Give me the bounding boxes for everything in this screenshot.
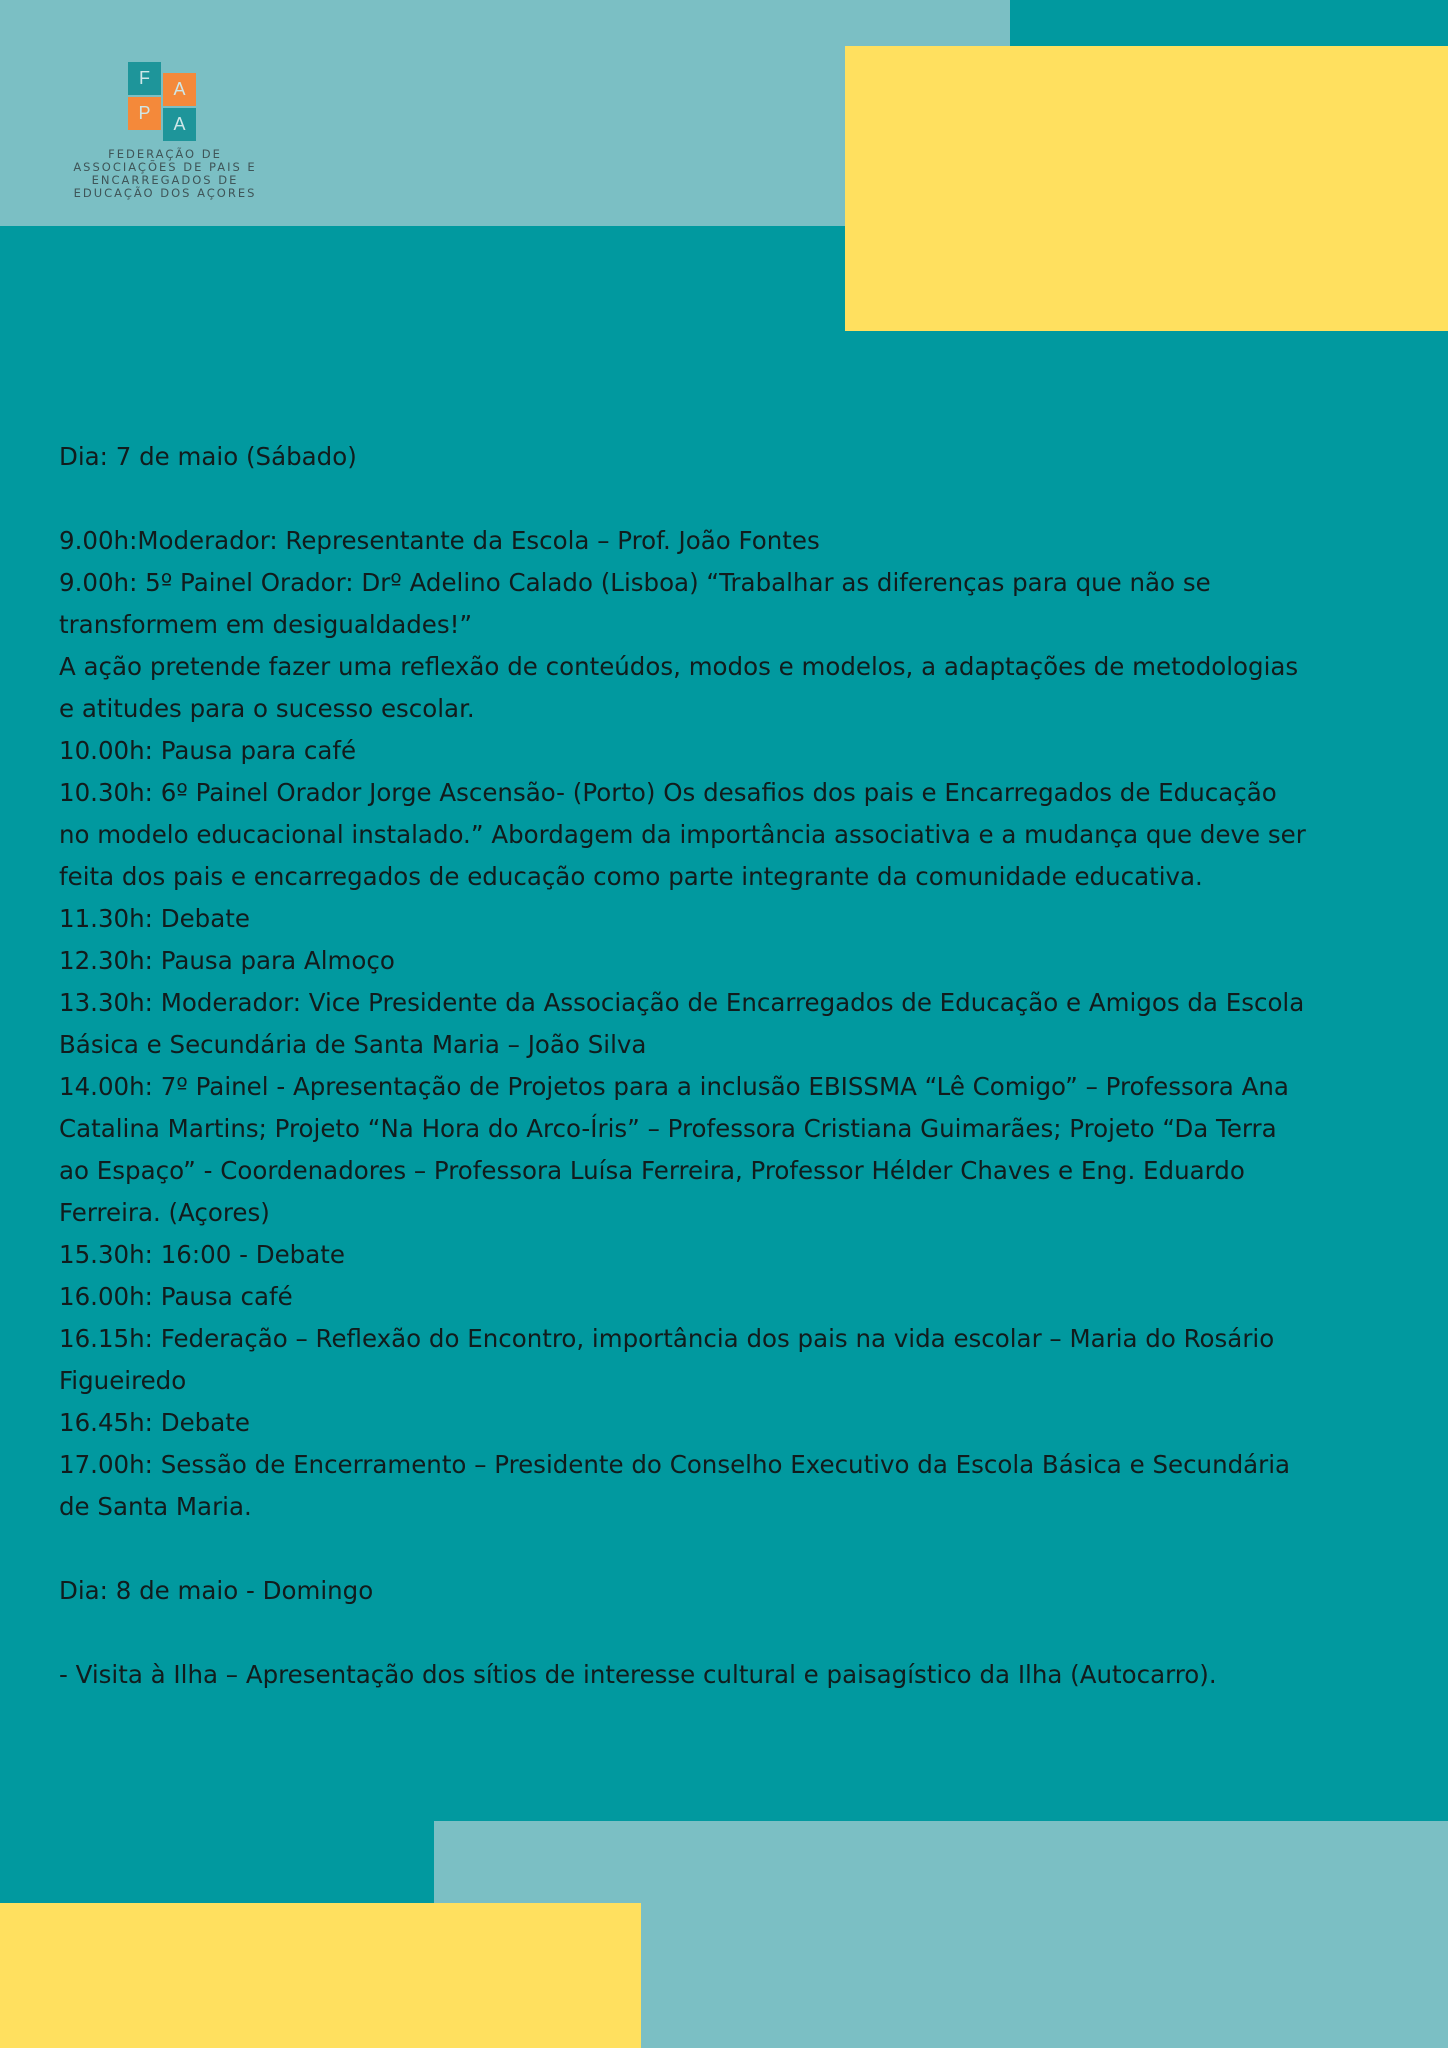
logo-letter-a2: A xyxy=(163,108,196,141)
schedule-item: 17.00h: Sessão de Encerramento – Presidente do Conselho Executivo da Escola Básica e Secundária de Santa Maria. xyxy=(59,1450,1291,1521)
logo-line: ENCARREGADOS DE xyxy=(91,173,239,187)
day2-heading: Dia: 8 de maio - Domingo xyxy=(59,1576,374,1605)
schedule-item: A ação pretende fazer uma reflexão de conteúdos, modos e modelos, a adaptações de metodologias e atitudes para o sucesso escolar. xyxy=(59,652,1299,723)
schedule-item: 11.30h: Debate xyxy=(59,904,250,933)
day1-heading: Dia: 7 de maio (Sábado) xyxy=(59,442,357,471)
logo-letter-a: A xyxy=(163,73,196,106)
schedule-item: 9.00h:Moderador: Representante da Escola – Prof. João Fontes xyxy=(59,526,820,555)
logo-letter-f: F xyxy=(128,62,161,95)
spacer xyxy=(59,478,1309,520)
schedule-item: 9.00h: 5º Painel Orador: Drº Adelino Calado (Lisboa) “Trabalhar as diferenças para que não se transformem em desigualdades!” xyxy=(59,568,1211,639)
logo-mark xyxy=(128,62,196,134)
spacer xyxy=(59,1528,1309,1570)
bottom-left-yellow-block xyxy=(0,1903,641,2048)
day2-item: - Visita à Ilha – Apresentação dos sítios de interesse cultural e paisagístico da Ilha (Autocarro). xyxy=(59,1660,1217,1689)
spacer xyxy=(59,1612,1309,1654)
schedule-item: 13.30h: Moderador: Vice Presidente da Associação de Encarregados de Educação e Amigos da Escola Básica e Secundária de Santa Maria – João Silva xyxy=(59,988,1305,1059)
program-content xyxy=(59,436,1309,1696)
schedule-item: 12.30h: Pausa para Almoço xyxy=(59,946,395,975)
fapa-logo xyxy=(60,62,270,200)
schedule-item: 10.00h: Pausa para café xyxy=(59,736,357,765)
schedule-item: 14.00h: 7º Painel - Apresentação de Projetos para a inclusão EBISSMA “Lê Comigo” – Professora Ana Catalina Martins; Projeto “Na Hora do Arco-Íris” – Professora Cristiana Guimarães; Projeto “Da Terra ao Espaço” - Coordenadores – Professora Luísa Ferreira, Professor Hélder Chaves e Eng. Eduardo Ferreira. (Açores) xyxy=(59,1072,1289,1227)
schedule-item: 16.00h: Pausa café xyxy=(59,1282,293,1311)
logo-wordmark xyxy=(60,148,270,200)
schedule-item: 15.30h: 16:00 - Debate xyxy=(59,1240,345,1269)
schedule-item: 10.30h: 6º Painel Orador Jorge Ascensão- (Porto) Os desafios dos pais e Encarregados de Educação no modelo educacional instalado.” Abordagem da importância associativa e a mudança que deve ser feita dos pais e encarregados de educação como parte integrante da comunidade educativa. xyxy=(59,778,1306,891)
top-right-yellow-block xyxy=(845,46,1448,331)
logo-letter-p: P xyxy=(128,97,161,130)
logo-line: ASSOCIAÇÕES DE PAIS E xyxy=(73,160,257,174)
schedule-item: 16.15h: Federação – Reflexão do Encontro, importância dos pais na vida escolar – Maria do Rosário Figueiredo xyxy=(59,1324,1275,1395)
schedule-item: 16.45h: Debate xyxy=(59,1408,250,1437)
logo-line: FEDERAÇÃO DE xyxy=(108,147,222,161)
logo-line: EDUCAÇÃO DOS AÇORES xyxy=(73,186,257,200)
